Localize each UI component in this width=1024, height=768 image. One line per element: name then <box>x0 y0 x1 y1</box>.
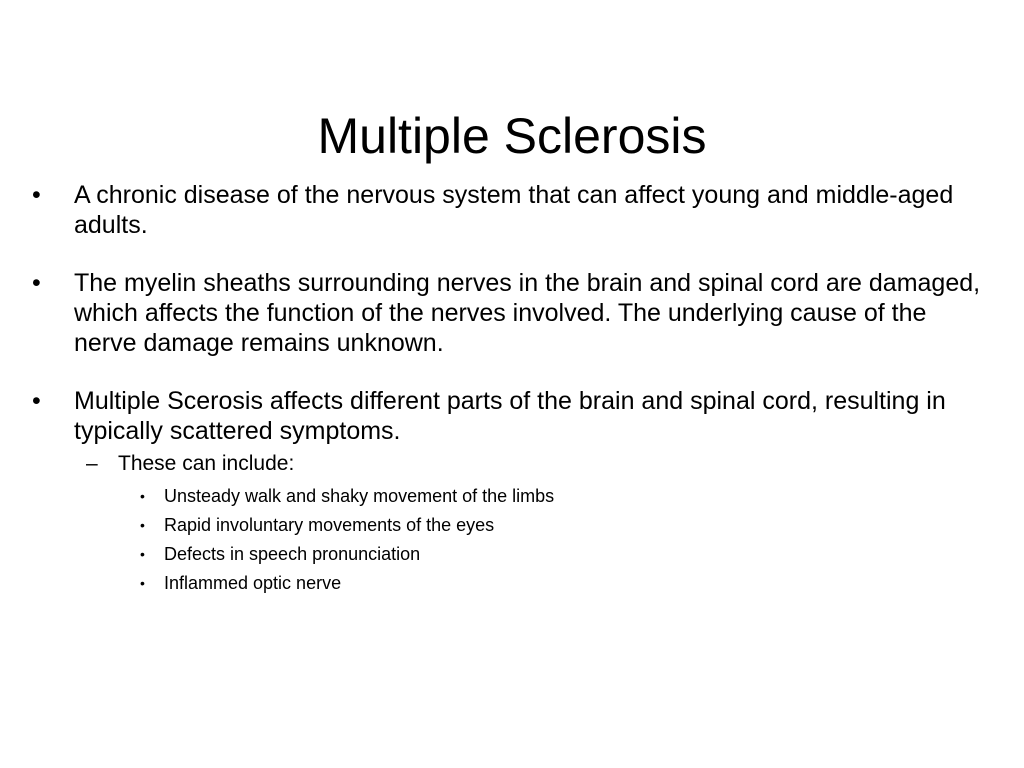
symptom-text: Rapid involuntary movements of the eyes <box>164 515 495 535</box>
symptom-item <box>30 569 990 598</box>
bullet-marker: • <box>140 575 145 591</box>
symptom-item <box>30 511 990 540</box>
symptom-item <box>30 540 990 569</box>
bullet-item <box>30 386 990 446</box>
bullet-item <box>30 180 990 240</box>
bullet-marker: • <box>140 546 145 562</box>
symptom-text: Unsteady walk and shaky movement of the limbs <box>164 486 555 506</box>
symptom-item <box>30 482 990 511</box>
bullet-text: A chronic disease of the nervous system that can affect young and middle-aged adults. <box>74 181 954 239</box>
bullet-text: Multiple Scerosis affects different parts of the brain and spinal cord, resulting in typically scattered symptoms. <box>74 387 946 445</box>
bullet-marker: • <box>32 387 41 415</box>
slide-content <box>30 180 990 598</box>
bullet-marker: • <box>140 517 145 533</box>
sub-bullet-text: These can include: <box>118 452 295 475</box>
sub-bullet-item <box>30 450 990 478</box>
bullet-marker: • <box>32 181 41 209</box>
dash-marker: – <box>86 452 98 475</box>
bullet-text: The myelin sheaths surrounding nerves in the brain and spinal cord are damaged, which affects the function of the nerves involved. The underlying cause of the nerve damage remains unknown. <box>74 269 981 357</box>
bullet-marker: • <box>32 269 41 297</box>
symptom-text: Defects in speech pronunciation <box>164 544 421 564</box>
bullet-marker: • <box>140 488 145 504</box>
slide-title: Multiple Sclerosis <box>317 108 707 164</box>
bullet-item <box>30 268 990 358</box>
symptom-text: Inflammed optic nerve <box>164 573 342 593</box>
